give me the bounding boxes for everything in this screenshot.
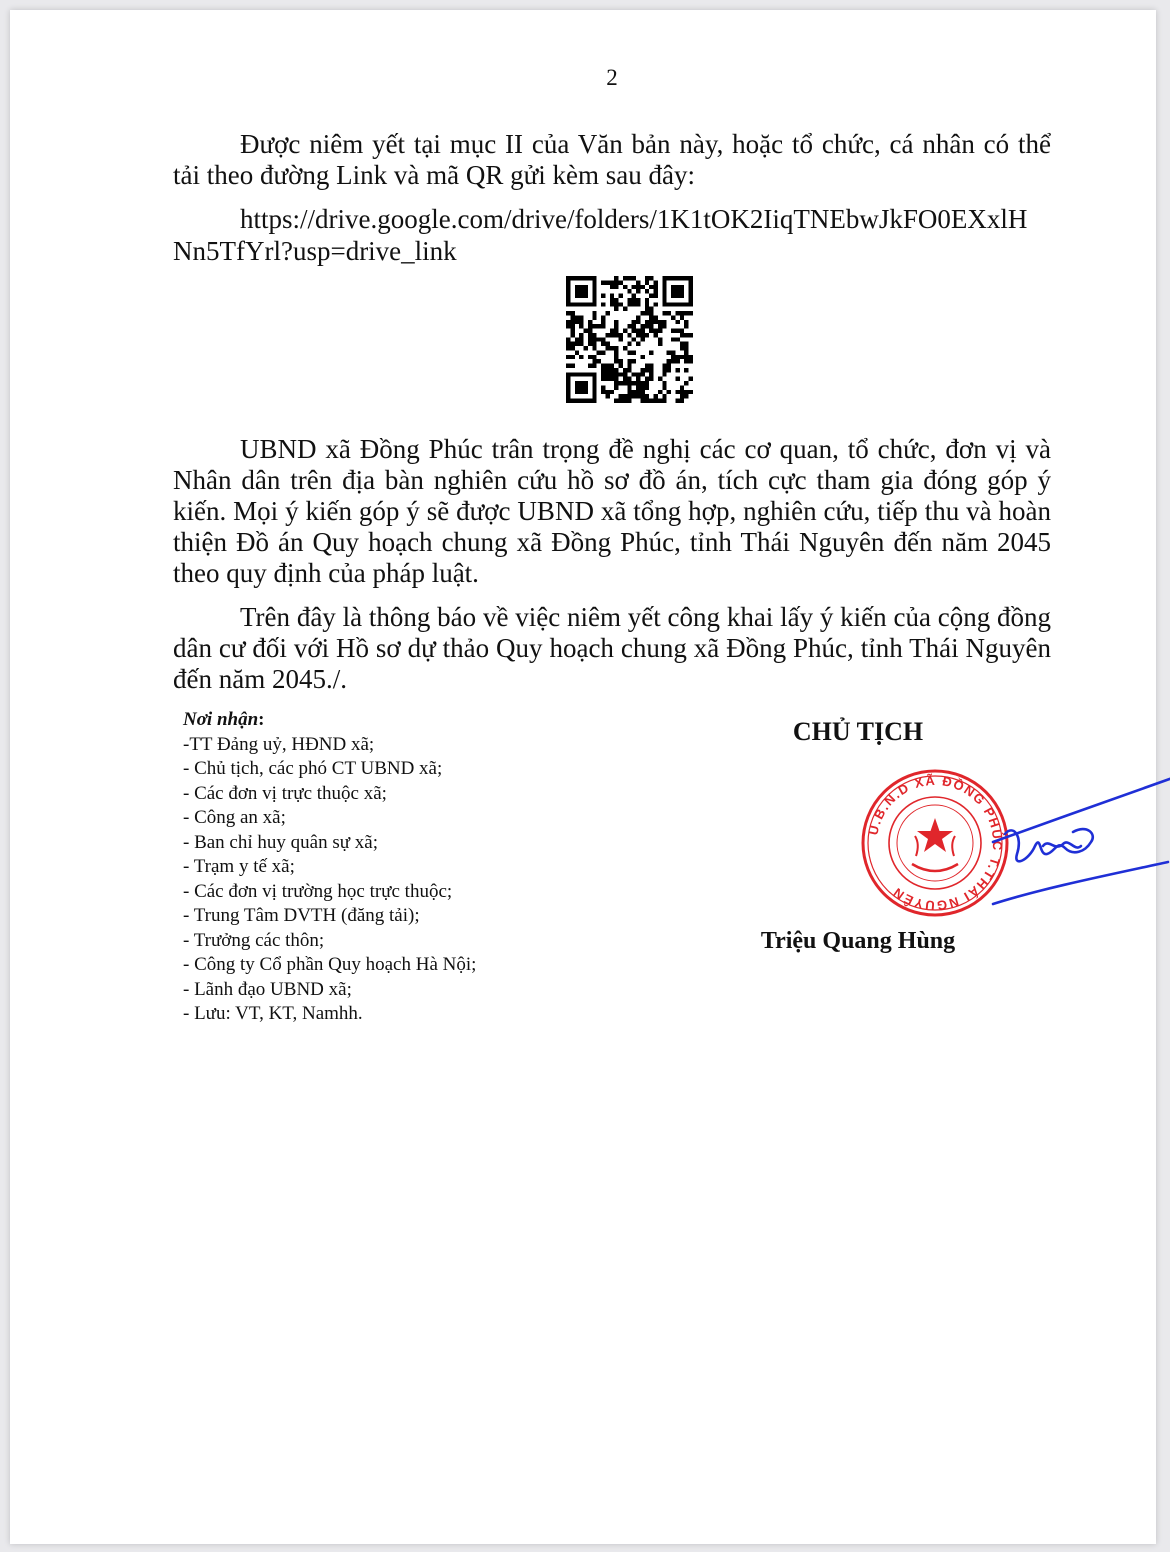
- seal-text: U.B.N.D XÃ ĐỒNG PHÚC T.THÁI NGUYÊN: [865, 772, 1006, 914]
- drive-link-line-1[interactable]: https://drive.google.com/drive/folders/1K1tOK2IiqTNEbwJkFO0EXxlH: [240, 204, 1028, 234]
- recipient-item: - Công an xã;: [183, 807, 286, 828]
- recipient-item: - Lãnh đạo UBND xã;: [183, 978, 352, 1000]
- recipient-item: - Trung Tâm DVTH (đăng tải);: [183, 905, 420, 926]
- paragraph-posting: Được niêm yết tại mục II của Văn bản này, hoặc tổ chức, cá nhân có thể tải theo đường Link và mã QR gửi kèm sau đây:: [173, 129, 1051, 190]
- signer-name: Triệu Quang Hùng: [760, 928, 956, 954]
- recipient-item: - Các đơn vị trường học trực thuộc;: [183, 880, 453, 902]
- drive-link-line-2[interactable]: Nn5TfYrl?usp=drive_link: [173, 236, 457, 266]
- document-page: [10, 10, 1156, 1544]
- paragraph-conclusion: Trên đây là thông báo về việc niêm yết công khai lấy ý kiến của cộng đồng dân cư đối với Hồ sơ dự thảo Quy hoạch chung xã Đồng Phúc, tỉnh Thái Nguyên đến năm 2045./.: [173, 602, 1051, 694]
- recipient-item: - Lưu: VT, KT, Namhh.: [183, 1003, 363, 1024]
- recipients-block: Nơi nhận: -TT Đảng uỷ, HĐND xã; - Chủ tịch, các phó CT UBND xã; - Các đơn vị trực thuộc xã; - Công an xã; - Ban chỉ huy quân sự xã; - Trạm y tế xã; - Các đơn vị trường học trực thuộc; - Trung Tâm DVTH (đăng tải); - Trưởng các thôn; - Công ty Cổ phần Quy hoạch Hà Nội; - Lãnh đạo UBND xã; - Lưu: VT, KT, Namhh.: [183, 708, 476, 1027]
- recipient-item: - Ban chỉ huy quân sự xã;: [183, 831, 378, 853]
- recipient-item: -TT Đảng uỷ, HĐND xã;: [183, 733, 375, 755]
- recipient-item: - Chủ tịch, các phó CT UBND xã;: [183, 758, 443, 779]
- paragraph-request: UBND xã Đồng Phúc trân trọng đề nghị các cơ quan, tổ chức, đơn vị và Nhân dân trên địa bàn nghiên cứu hồ sơ đồ án, tích cực tham gia đóng góp ý kiến. Mọi ý kiến góp ý sẽ được UBND xã tổng hợp, nghiên cứu, tiếp thu và hoàn thiện Đồ án Quy hoạch chung xã Đồng Phúc, tỉnh Thái Nguyên đến năm 2045 theo quy định của pháp luật.: [173, 434, 1051, 588]
- recipients-list: [183, 733, 476, 1027]
- handwritten-signature: [973, 762, 1170, 912]
- recipients-title: Nơi nhận: [183, 709, 259, 730]
- signer-title: CHỦ TỊCH: [792, 717, 924, 746]
- recipient-item: - Các đơn vị trực thuộc xã;: [183, 782, 387, 804]
- recipient-item: - Trạm y tế xã;: [183, 856, 295, 877]
- recipient-item: - Trưởng các thôn;: [183, 929, 325, 951]
- qr-code: [566, 276, 693, 403]
- page-number: 2: [606, 65, 618, 90]
- recipient-item: - Công ty Cổ phần Quy hoạch Hà Nội;: [183, 954, 477, 975]
